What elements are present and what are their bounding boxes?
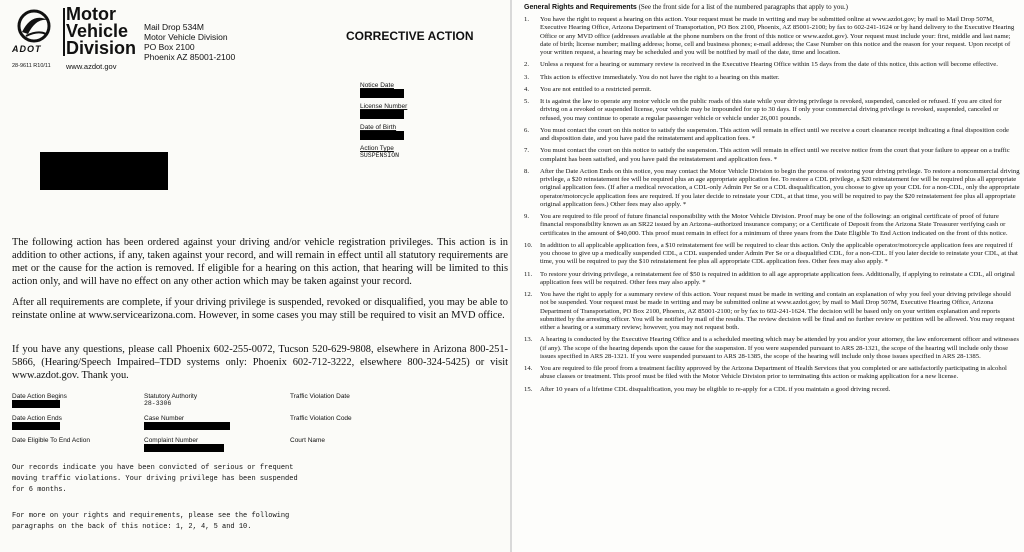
rights-paragraph-number: 11. (524, 270, 533, 278)
rights-paragraph-text: Unless a request for a hearing or summary review is received in the Executive Hearing Office within 15 days from the date of this notice, this action will become effective. (540, 61, 998, 69)
title-line-1: Motor (66, 4, 116, 24)
adot-logo-text: ADOT (12, 44, 42, 54)
rights-paragraph-number: 6. (524, 126, 530, 134)
date-of-birth-field (360, 124, 407, 142)
rights-paragraph-text: It is against the law to operate any motor vehicle on the public roads of this state while your driving privilege is revoked, suspended, canceled or refused. If you are cited for driving on a revoked or suspended license, your vehicle may be impounded for up to 30 days. If only your commercial driving privilege is revoked, suspended, canceled or refused, you may continue to operate a regular passenger vehicle or vehicle under 26,001 pounds. (540, 98, 1002, 122)
rights-paragraph-text: After the Date Action Ends on this notice, you may contact the Motor Vehicle Division to begin the process of restoring your driving privilege. To restore a noncommercial driving privilege, a $20 reinstatement fee will be required plus an age appropriate application fee. To restore a CDL privilege, a $20 reinstatement fee will be required plus all appropriate original application fees. (If after a medical revocation, a CDL-only Admin Per Se or a CDL disqualification, you choose to give up your CDL for a non-CDL, only the appropriate operator/motorcycle application fees are required. If you later decide to reinstate your CDL, at that time, you will be required to pay the $20 reinstatement fee plus all appropriate original application fees.) Other fees may also apply. * (540, 167, 1020, 208)
complaint-number-redaction (144, 444, 224, 452)
rights-paragraph-text: This action is effective immediately. You do not have the right to a hearing on this matter. (540, 73, 780, 81)
body-paragraph-3: If you have any questions, please call Phoenix 602-255-0072, Tucson 520-629-9808, elsewhere in Arizona 800-251-5866, (Hearing/Speech Impaired–TDD systems only: Phoenix 602-712-3222, elsewhere 800-324-5425) or visit www.azdot.gov. Thank you. (12, 344, 508, 381)
rights-note: For more on your rights and requirements, please see the following paragraphs on the back of this notice: 1, 2, 4, 5 and 10. (12, 512, 290, 531)
statutory-authority-value: 28-3306 (144, 400, 172, 407)
notice-date-field (360, 82, 407, 100)
rights-paragraph (524, 147, 1020, 164)
action-type-value: SUSPENSION (360, 152, 400, 159)
rights-heading-title: General Rights and Requirements (524, 4, 637, 11)
rights-paragraph (524, 336, 1020, 361)
recipient-address-redaction (40, 152, 168, 190)
rights-paragraph-number: 13. (524, 336, 533, 344)
rights-paragraph-number: 7. (524, 147, 530, 155)
date-action-begins-label: Date Action Begins (12, 393, 67, 400)
rights-heading-note: (See the front side for a list of the numbered paragraphs that apply to you.) (638, 3, 848, 11)
rights-list (524, 16, 1020, 398)
rights-paragraph-text: You have the right to apply for a summary review of this action. Your request must be made in writing and contain an explanation of why you feel your driving privilege should not be suspended. Your request must be made in writing and may be submitted online at www.azdot.gov; by mail to Mail Drop 507M, Executive Hearing Office, Arizona Department of Transportation, PO Box 2100, Phoenix, AZ 85001-2100; or by fax to 602-241-1624. The decision will be based only on your written explanation and reports submitted by the arresting officer. You will be notified by mail of the results. The review decision will be final and no further review or petition will be allowed. You may request either a hearing or a summary review; however, you may not request both. (540, 291, 1015, 331)
notice-date-label: Notice Date (360, 82, 394, 89)
rights-paragraph-text: In addition to all applicable application fees, a $10 reinstatement fee will be required to clear this action. Only the applicable operator/motorcycle application fees are required if you choose to give up a medically suspended CDL, a CDL suspended under Admin Per Se or a disqualified CDL, for a non-CDL. If you later decide to reinstate your CDL, at that time, you will be required to pay the $10 reinstatement fee plus all appropriate CDL application fees. Other fees may also apply. * (540, 241, 1018, 266)
case-number-redaction (144, 422, 230, 430)
rights-paragraph-text: You must contact the court on this notice to satisfy the suspension. This action will remain in effect until we receive a court clearance receipt indicating a final disposition code and disposition date, and you have paid the reinstatement and application fees. * (540, 126, 1009, 142)
rights-paragraph-number: 1. (524, 16, 530, 23)
rights-paragraph-number: 15. (524, 385, 533, 393)
address-line-3: PO Box 2100 (144, 42, 195, 52)
rights-paragraph-text: You are not entitled to a restricted permit. (540, 85, 652, 93)
rights-paragraph (524, 386, 1020, 394)
form-number: 28-9611 R10/11 (12, 63, 51, 69)
notice-back-page (512, 0, 1024, 552)
rights-heading (524, 3, 1020, 11)
header-divider (63, 8, 65, 56)
traffic-violation-code-cell (290, 415, 352, 422)
license-number-label: License Number (360, 103, 408, 110)
case-number-label: Case Number (144, 415, 185, 422)
traffic-violation-date-cell (290, 393, 350, 400)
rights-paragraph-number: 5. (524, 98, 530, 105)
rights-paragraph (524, 98, 1020, 123)
rights-paragraph (524, 86, 1020, 94)
rights-paragraph (524, 213, 1020, 238)
traffic-violation-date-label: Traffic Violation Date (290, 393, 350, 400)
statutory-authority-cell (144, 393, 197, 407)
document-title: CORRECTIVE ACTION (346, 29, 474, 43)
rights-paragraph-number: 12. (524, 291, 533, 298)
rights-paragraph (524, 74, 1020, 82)
mailing-address (144, 22, 235, 62)
complaint-number-cell (144, 437, 224, 454)
rights-paragraph (524, 242, 1020, 267)
rights-paragraph-text: To restore your driving privilege, a reinstatement fee of $50 is required in addition to all age appropriate application fees. Additionally, if applying to reinstate a CDL, all original application fees will be required. Other fees may also apply. * (540, 270, 1015, 286)
notice-front-page (0, 0, 510, 552)
court-name-cell (290, 437, 325, 444)
rights-paragraph-number: 9. (524, 213, 530, 220)
website-link[interactable]: www.azdot.gov (66, 62, 117, 71)
date-eligible-label: Date Eligible To End Action (12, 437, 90, 444)
rights-paragraph-number: 2. (524, 61, 530, 69)
action-type-label: Action Type (360, 145, 394, 152)
rights-paragraph-number: 4. (524, 85, 530, 93)
rights-paragraph-text: After 10 years of a lifetime CDL disqualification, you may be eligible to re-apply for a CDL if you maintain a good driving record. (540, 385, 891, 393)
rights-paragraph (524, 168, 1020, 209)
date-action-ends-redaction (12, 422, 60, 430)
license-number-redaction (360, 110, 404, 119)
rights-paragraph-text: You have the right to request a hearing on this action. Your request must be made in writing and may be submitted online at www.azdot.gov; by mail to Mail Drop 507M, Executive Hearing Office, Arizona Department of Transportation, PO Box 2100, Phoenix, AZ 85001-2100; by fax to 602-241-1624 or by hand delivery to the Executive Hearing Office or any MVD office (addresses available at the phone numbers on the front of this notice or www.azdot.gov). Your request must include your: first, middle and last name; date of birth; license number; mailing address; home, cell and business phones; e-mail address; the Case Number on this notice and the reason for your request. Upon receipt of your written request, a hearing may be scheduled and you will be notified by mail of the date, time and location. (540, 16, 1015, 56)
rights-paragraph (524, 365, 1020, 382)
body-paragraph-1: The following action has been ordered against your driving and/or vehicle registration privileges. This action is in addition to other actions, if any, taken against your record, and will remain in effect until all statutory requirements are met or the cause for the action is removed. If eligible for a hearing on this action, that hearing will be limited to this action only, and will have no effect on any other action which may be taken against your record. (12, 237, 508, 287)
rights-paragraph (524, 291, 1020, 332)
date-of-birth-label: Date of Birth (360, 124, 397, 131)
date-of-birth-redaction (360, 131, 404, 140)
address-line-1: Mail Drop 534M (144, 22, 204, 32)
notice-fields (360, 82, 407, 162)
rights-paragraph-text: A hearing is conducted by the Executive Hearing Office and is a scheduled meeting which may be attended by you and/or your attorney, the law enforcement officer and witnesses (if any). The scope of the hearing depends upon the cause for the suspension. If you were suspended pursuant to ARS 28-1321, the scope of the hearing will include only those issues specified in ARS 28-1321. If you were suspended pursuant to ARS 28-1385, the scope of the hearing will include only those issues specified in ARS 28-1385. (540, 336, 1019, 360)
body-paragraph-2: After all requirements are complete, if your driving privilege is suspended, revoked or disqualified, you may be able to reinstate online at www.servicearizona.com. However, in some cases you may still be required to visit an MVD office. (12, 297, 508, 321)
statutory-authority-label: Statutory Authority (144, 393, 198, 400)
rights-paragraph-text: You must contact the court on this notice to satisfy the suspension. This action will remain in effect until we receive notice from the court that your failure to appear on a traffic complaint has been satisfied, and you have paid the reinstatement and application fees. * (540, 147, 1010, 163)
address-line-4: Phoenix AZ 85001-2100 (144, 52, 236, 62)
rights-paragraph-number: 8. (524, 167, 530, 175)
date-action-ends-cell (12, 415, 62, 432)
court-name-label: Court Name (290, 437, 326, 444)
complaint-number-label: Complaint Number (144, 437, 199, 444)
records-note: Our records indicate you have been convicted of serious or frequent moving traffic violations. Your driving privilege has been suspended for 6 months. (12, 464, 298, 494)
action-type-field (360, 145, 407, 159)
rights-paragraph (524, 61, 1020, 69)
address-line-2: Motor Vehicle Division (144, 32, 228, 42)
rights-paragraph-text: You are required to file proof from a treatment facility approved by the Arizona Department of Health Services that you completed or are satisfactorily participating in alcohol abuse classes or treatment. This proof must be filed with the Motor Vehicle Division prior to terminating this action or making application for a new license. (540, 365, 1007, 381)
license-number-field (360, 103, 407, 121)
date-action-ends-label: Date Action Ends (12, 415, 62, 422)
rights-paragraph-number: 10. (524, 241, 533, 249)
rights-paragraph (524, 127, 1020, 144)
notice-date-redaction (360, 89, 404, 98)
title-line-2: Vehicle (66, 21, 129, 41)
rights-paragraph-number: 3. (524, 73, 530, 81)
date-eligible-cell (12, 437, 90, 444)
title-line-3: Division (66, 38, 137, 58)
rights-paragraph-text: You are required to file proof of future financial responsibility with the Motor Vehicle Division. Proof may be one of the following: an original certificate of proof of future financial responsibility known as an SR22 issued by an Arizona–authorized insurance company; or a Certificate of Deposit from the Arizona State Treasurer verifying cash or certificates in the amount of $40,000. This proof must remain in effect for a minimum of three years from the Date Eligible To End Action indicated on the front of this notice. (540, 213, 1008, 237)
rights-paragraph (524, 271, 1020, 288)
date-action-begins-cell (12, 393, 67, 410)
traffic-violation-code-label: Traffic Violation Code (290, 415, 352, 422)
rights-paragraph (524, 16, 1020, 57)
rights-paragraph-number: 14. (524, 365, 533, 372)
case-number-cell (144, 415, 230, 432)
date-action-begins-redaction (12, 400, 60, 408)
division-title (66, 6, 136, 57)
